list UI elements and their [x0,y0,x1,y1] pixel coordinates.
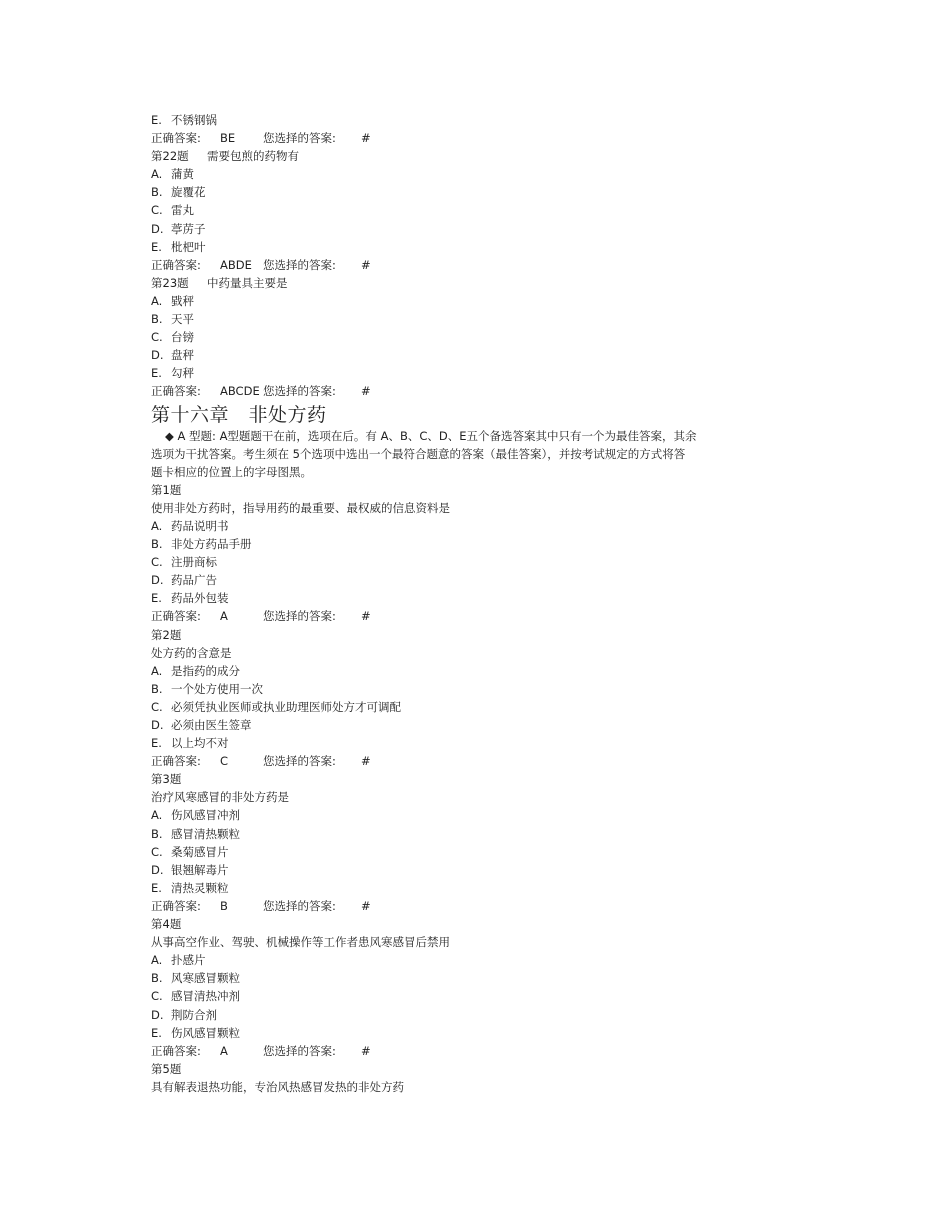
option-letter: D. [151,348,164,363]
option-text: 台镑 [171,330,194,345]
answer-row [151,607,791,625]
option-row [151,589,791,607]
option-row [151,517,791,535]
answer-row [151,256,791,274]
option-row [151,535,791,553]
option-text: 非处方药品手册 [171,537,252,552]
intro-line-2: 选项为干扰答案。考生须在 5个选项中选出一个最符合题意的答案（最佳答案），并按考试规定的方式将答 [151,446,686,461]
option-row [151,879,791,897]
option-letter: A. [151,167,163,182]
option-row [151,292,791,310]
option-text: 蒲黄 [171,167,194,182]
correct-answer-value: B [220,898,228,913]
chosen-answer-value: # [361,609,371,624]
chosen-answer-label: 您选择的答案: [263,898,336,913]
option-text: 感冒清热冲剂 [171,989,240,1004]
option-letter: C. [151,555,163,570]
answer-row [151,752,791,770]
option-text: 勾秤 [171,366,194,381]
question-title [151,147,791,165]
intro-line-3: 题卡相应的位置上的字母图黑。 [151,464,312,479]
option-letter: C. [151,203,163,218]
option-text: 是指药的成分 [171,663,240,678]
chosen-answer-label: 您选择的答案: [263,1043,336,1058]
question-title [151,274,791,292]
question-stem: 使用非处方药时，指导用药的最重要、最权威的信息资料是 [151,500,450,515]
option-letter: D. [151,718,164,732]
option-row [151,987,791,1005]
option-text: 清热灵颗粒 [171,880,229,895]
question-stem: 需要包煎的药物有 [207,149,299,164]
option-text: 药品外包装 [171,591,229,606]
option-text: 以上均不对 [171,736,229,751]
correct-answer-label: 正确答案: [151,609,201,624]
correct-answer-label: 正确答案: [151,257,201,272]
answer-row [151,897,791,915]
option-row [151,220,791,238]
option-letter: A. [151,293,163,308]
option-letter: C. [151,844,163,859]
question-number: 第1题 [151,482,182,497]
option-text: 一个处方使用一次 [171,681,263,696]
correct-answer-value: A [220,1043,228,1058]
option-letter: B. [151,537,163,552]
correct-answer-label: 正确答案: [151,131,201,146]
option-text: 不锈钢锅 [171,113,217,127]
chosen-answer-label: 您选择的答案: [263,754,336,769]
option-letter: D. [151,862,164,877]
option-row [151,969,791,987]
option-letter: E. [151,113,162,127]
option-row [151,861,791,879]
correct-answer-value: BE [220,131,236,146]
chosen-answer-value: # [361,131,371,146]
option-letter: A. [151,808,163,823]
option-text: 必须凭执业医师或执业助理医师处方才可调配 [171,699,401,714]
option-row [151,310,791,328]
question-number: 第4题 [151,917,182,932]
chosen-answer-label: 您选择的答案: [263,384,336,399]
option-text: 盘秤 [171,348,194,363]
option-letter: E. [151,1025,162,1040]
correct-answer-label: 正确答案: [151,898,201,913]
option-letter: B. [151,312,163,327]
option-text: 伤风感冒颗粒 [171,1025,240,1040]
option-text: 药品广告 [171,573,217,588]
option-text: 感冒清热颗粒 [171,826,240,841]
correct-answer-value: ABCDE [220,384,260,399]
chosen-answer-value: # [361,1043,371,1058]
option-row [151,183,791,201]
option-row [151,680,791,698]
option-letter: B. [151,185,163,200]
question-stem: 中药量具主要是 [207,275,288,290]
option-row [151,111,791,129]
chosen-answer-value: # [361,384,371,399]
option-letter: E. [151,591,162,606]
option-letter: A. [151,953,163,968]
option-text: 桑菊感冒片 [171,844,229,859]
previous-question-tail [151,111,791,147]
question-stem: 处方药的含意是 [151,645,232,660]
option-text: 旋覆花 [171,185,206,200]
option-text: 风寒感冒颗粒 [171,971,240,986]
answer-row [151,129,791,147]
correct-answer-value: A [220,609,228,624]
option-text: 天平 [171,312,194,327]
question-number: 第22题 [151,149,189,164]
option-letter: E. [151,880,162,895]
option-text: 葶苈子 [171,221,206,236]
section-intro [151,427,771,481]
chosen-answer-label: 您选择的答案: [263,609,336,624]
option-letter: D. [151,1007,164,1022]
option-row [151,346,791,364]
option-row [151,951,791,969]
chosen-answer-label: 您选择的答案: [263,131,336,146]
option-letter: B. [151,971,163,986]
option-row [151,238,791,256]
question-stem: 从事高空作业、驾驶、机械操作等工作者患风寒感冒后禁用 [151,935,450,950]
option-letter: C. [151,330,163,345]
question-stem: 具有解表退热功能，专治风热感冒发热的非处方药 [151,1079,404,1094]
option-letter: A. [151,663,163,678]
option-letter: E. [151,239,162,254]
option-row [151,825,791,843]
option-row [151,571,791,589]
option-text: 荆防合剂 [171,1007,217,1022]
intro-line-1: A 型题: A型题题干在前，选项在后。有 A、B、C、D、E五个备选答案其中只有一个为最佳答案，其余 [177,428,697,443]
document-body [151,111,791,1096]
question-number: 第23题 [151,275,189,290]
question-stem: 治疗风寒感冒的非处方药是 [151,790,289,805]
option-text: 枇杷叶 [171,239,206,254]
previous-questions [151,147,791,400]
answer-row [151,382,791,400]
option-letter: B. [151,681,163,696]
option-text: 伤风感冒冲剂 [171,808,240,823]
option-row [151,843,791,861]
option-text: 银翘解毒片 [171,862,229,877]
question-list [151,481,791,1096]
chosen-answer-value: # [361,898,371,913]
option-letter: D. [151,573,164,588]
option-text: 注册商标 [171,555,217,570]
diamond-bullet-icon: ◆ [165,428,174,443]
correct-answer-value: ABDE [220,257,252,272]
answer-row [151,1042,791,1060]
option-letter: E. [151,366,162,381]
option-text: 药品说明书 [171,518,229,533]
chosen-answer-value: # [361,257,371,272]
option-letter: C. [151,989,163,1004]
chosen-answer-label: 您选择的答案: [263,257,336,272]
option-row [151,698,791,716]
option-row [151,734,791,752]
option-row [151,553,791,571]
option-row [151,201,791,219]
option-row [151,1006,791,1024]
correct-answer-value: C [220,754,229,769]
correct-answer-label: 正确答案: [151,1043,201,1058]
correct-answer-label: 正确答案: [151,384,201,399]
chapter-title: 第十六章 非处方药 [151,403,327,426]
option-row [151,328,791,346]
option-row [151,806,791,824]
option-row [151,716,791,734]
question-number: 第5题 [151,1061,182,1076]
option-letter: B. [151,826,163,841]
option-letter: E. [151,736,162,751]
option-text: 雷丸 [171,203,194,218]
option-row [151,364,791,382]
option-text: 扑感片 [171,953,206,968]
correct-answer-label: 正确答案: [151,754,201,769]
option-row [151,165,791,183]
question-number: 第2题 [151,627,182,642]
option-row [151,1024,791,1042]
option-letter: C. [151,699,163,714]
option-text: 必须由医生签章 [171,718,252,732]
option-row [151,662,791,680]
option-letter: D. [151,221,164,236]
option-text: 戥秤 [171,293,194,308]
option-letter: A. [151,518,163,533]
question-number: 第3题 [151,772,182,787]
chosen-answer-value: # [361,754,371,769]
